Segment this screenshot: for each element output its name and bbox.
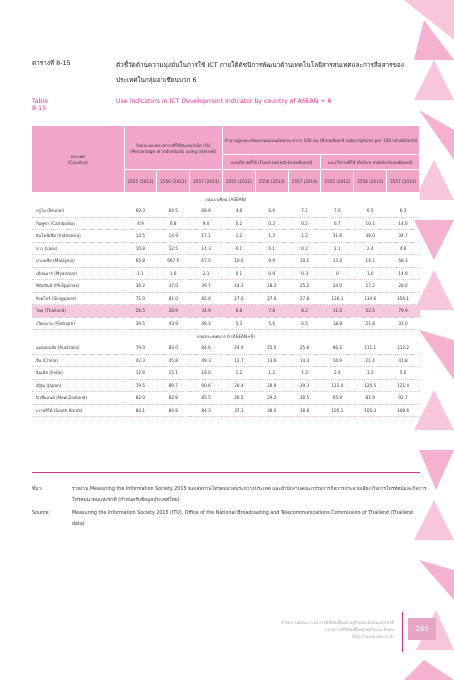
value-cell: 30.5 bbox=[288, 392, 321, 405]
value-cell: 72.0 bbox=[124, 292, 157, 305]
table-caption-en: Use indicators in ICT Development Indicator by country of ASEAN + 6 bbox=[116, 98, 332, 105]
ict-indicator-table bbox=[32, 126, 420, 417]
value-cell: 1.2 bbox=[222, 230, 255, 243]
value-cell: 84.6 bbox=[190, 342, 223, 354]
value-cell: 38.0 bbox=[255, 404, 288, 417]
value-cell: 14.9 bbox=[387, 267, 420, 280]
value-cell: 83.0 bbox=[157, 342, 190, 354]
value-cell: 79.5 bbox=[124, 379, 157, 392]
value-cell: 42.3 bbox=[124, 354, 157, 367]
value-cell: 2.1 bbox=[190, 267, 223, 280]
year-header-cell: 2557 (2014) bbox=[387, 170, 420, 193]
section-row bbox=[32, 330, 420, 343]
section-label: กลุ่มประเทศบวก 6 (ASEAN+6) bbox=[32, 330, 420, 343]
value-cell: 10.1 bbox=[354, 217, 387, 230]
value-cell: 27.2 bbox=[354, 280, 387, 293]
value-cell: 14.1 bbox=[222, 280, 255, 293]
value-cell: 85.5 bbox=[190, 392, 223, 405]
value-cell: 1.2 bbox=[288, 230, 321, 243]
table-row bbox=[32, 354, 420, 367]
year-header-cell: 2556 (2013) bbox=[255, 170, 288, 193]
year-header-cell: 2555 (2012) bbox=[222, 170, 255, 193]
country-name: ไทย (Thailand) bbox=[32, 305, 124, 318]
value-cell: 667.0 bbox=[157, 255, 190, 268]
value-cell: 36.2 bbox=[124, 280, 157, 293]
value-cell: 14.3 bbox=[190, 242, 223, 255]
value-cell: 29.3 bbox=[288, 379, 321, 392]
value-cell: 0.9 bbox=[255, 267, 288, 280]
value-cell: 9.0 bbox=[190, 217, 223, 230]
table-row bbox=[32, 255, 420, 268]
table-row bbox=[32, 404, 420, 417]
value-cell: 14.5 bbox=[124, 230, 157, 243]
value-cell: 4.9 bbox=[124, 217, 157, 230]
value-cell: 126.1 bbox=[321, 292, 354, 305]
value-cell: 6.7 bbox=[321, 217, 354, 230]
value-cell: 84.1 bbox=[124, 404, 157, 417]
value-cell: 60.3 bbox=[124, 205, 157, 217]
value-cell: 64.5 bbox=[157, 205, 190, 217]
value-cell: 25.8 bbox=[288, 342, 321, 354]
value-cell: 4.6 bbox=[387, 242, 420, 255]
value-cell: 31.6 bbox=[321, 230, 354, 243]
footer-org bbox=[194, 620, 394, 641]
value-cell: 6.6 bbox=[255, 205, 288, 217]
value-cell: 28.0 bbox=[387, 280, 420, 293]
value-cell: 84.3 bbox=[190, 404, 223, 417]
value-cell: 14.0 bbox=[387, 217, 420, 230]
value-cell: 6.3 bbox=[387, 205, 420, 217]
value-cell: 67.5 bbox=[190, 255, 223, 268]
country-name: สิงคโปร์ (Singapore) bbox=[32, 292, 124, 305]
table-row bbox=[32, 242, 420, 255]
value-cell: 65.9 bbox=[321, 392, 354, 405]
value-cell: 41.8 bbox=[387, 354, 420, 367]
value-cell: 27.8 bbox=[288, 292, 321, 305]
value-cell: 58.3 bbox=[387, 255, 420, 268]
country-name: ญี่ปุ่น (Japan) bbox=[32, 379, 124, 392]
country-name: เวียดนาม (Vietnam) bbox=[32, 317, 124, 330]
broadband-header: จำนวนผู้ลงทะเบียนบรอดแบนด์ต่อประชากร 100 คน (Broadband subscriptions per 100 inhabitants) bbox=[222, 126, 419, 155]
value-cell: 14.9 bbox=[157, 230, 190, 243]
value-cell: 0.2 bbox=[222, 217, 255, 230]
value-cell: 84.8 bbox=[157, 404, 190, 417]
value-cell: 39.5 bbox=[124, 317, 157, 330]
country-header-en: (Country) bbox=[67, 160, 88, 165]
footer-divider bbox=[402, 612, 403, 652]
value-cell: 7.1 bbox=[288, 205, 321, 217]
source-text-th: รายงาน Measuring the Information Society 2015 ของสหภาพโทรคมนาคมระหว่างประเทศ และสำนักงานคณะกรรมการกิจการกระจายเสียง กิจการโทรทัศน์และกิจการโทรคมนาคมแห่งชาติ (กำหนดรับข้อมูลประเทศไทย) bbox=[72, 487, 427, 503]
value-cell: 26.5 bbox=[124, 305, 157, 318]
value-cell: 2.4 bbox=[321, 367, 354, 380]
value-cell: 25.2 bbox=[288, 280, 321, 293]
value-cell: 81.0 bbox=[157, 292, 190, 305]
table-caption-th: ตัวชี้วัดด้านความมุ่งมั่นในการใช้ ICT ภายใต้ดัชนีการพัฒนาด้านเทคโนโลยีสารสนเทศและการสื่อสารของประเทศในกลุ่มอาเซียนบวก 6 bbox=[116, 61, 404, 84]
value-cell: 14.4 bbox=[288, 354, 321, 367]
country-name: มาเลเซีย (Malaysia) bbox=[32, 255, 124, 268]
value-cell: 36.0 bbox=[354, 230, 387, 243]
value-cell: 27.0 bbox=[222, 292, 255, 305]
value-cell: 18.0 bbox=[190, 367, 223, 380]
value-cell: 134.6 bbox=[354, 292, 387, 305]
value-cell: 12.7 bbox=[222, 354, 255, 367]
value-cell: 82.0 bbox=[124, 392, 157, 405]
value-cell: 82.0 bbox=[190, 292, 223, 305]
value-cell: 24.9 bbox=[222, 342, 255, 354]
value-cell: 48.3 bbox=[190, 317, 223, 330]
value-cell: 31.0 bbox=[387, 317, 420, 330]
country-name: จีน (China) bbox=[32, 354, 124, 367]
year-header-cell: 2555 (2012) bbox=[321, 170, 354, 193]
table-row bbox=[32, 305, 420, 318]
value-cell: 81.9 bbox=[354, 392, 387, 405]
country-name: บรูไน (Brunei) bbox=[32, 205, 124, 217]
value-cell: 12.5 bbox=[157, 242, 190, 255]
value-cell: 0.1 bbox=[255, 242, 288, 255]
value-cell: 5.5 bbox=[387, 367, 420, 380]
value-cell: 37.3 bbox=[222, 404, 255, 417]
table-row bbox=[32, 379, 420, 392]
value-cell: 0.2 bbox=[255, 217, 288, 230]
value-cell: 112.4 bbox=[321, 379, 354, 392]
value-cell: 9.9 bbox=[255, 255, 288, 268]
value-cell: 4.8 bbox=[222, 205, 255, 217]
source-label-th: ที่มา: bbox=[32, 487, 43, 492]
value-cell: 105.1 bbox=[321, 404, 354, 417]
value-cell: 5.3 bbox=[222, 317, 255, 330]
value-cell: 39.7 bbox=[190, 280, 223, 293]
table-row bbox=[32, 267, 420, 280]
value-cell: 0.2 bbox=[288, 217, 321, 230]
value-cell: 2.4 bbox=[354, 242, 387, 255]
value-cell: 6.8 bbox=[157, 217, 190, 230]
value-cell: 0.1 bbox=[222, 242, 255, 255]
value-cell: 108.6 bbox=[387, 404, 420, 417]
value-cell: 1.2 bbox=[255, 367, 288, 380]
footer-line-2: กระทรวงดิจิทัลเพื่อเศรษฐกิจและสังคม bbox=[324, 628, 394, 633]
value-cell: 156.1 bbox=[387, 292, 420, 305]
country-name: นิวซีแลนด์ (New Zealand) bbox=[32, 392, 124, 405]
table-bottom-rule bbox=[32, 472, 420, 473]
value-cell: 65.8 bbox=[124, 255, 157, 268]
value-cell: 90.6 bbox=[190, 379, 223, 392]
source-label-en: Source: bbox=[32, 511, 51, 516]
value-cell: 29.2 bbox=[255, 392, 288, 405]
footer-line-1: สำนักงานคณะกรรมการดิจิทัลเพื่อเศรษฐกิจและสังคมแห่งชาติ bbox=[280, 621, 394, 626]
value-cell: 10.1 bbox=[288, 255, 321, 268]
value-cell: 28.5 bbox=[222, 392, 255, 405]
value-cell: 0 bbox=[321, 267, 354, 280]
year-header-cell: 2556 (2013) bbox=[354, 170, 387, 193]
table-row bbox=[32, 292, 420, 305]
value-cell: 17.1 bbox=[190, 230, 223, 243]
country-name: ฟิลิปปินส์ (Philippines) bbox=[32, 280, 124, 293]
value-cell: 37.0 bbox=[157, 280, 190, 293]
fixed-broadband-header: แบบมีสายที่ใช้ (Fixed (wired)-broadband) bbox=[222, 155, 320, 170]
value-cell: 0.1 bbox=[222, 267, 255, 280]
source-text-en: Measuring the Information Society 2015 (ITU), Office of the National Broadcasting and Telecommunications Commission of Thailand (Thailand data) bbox=[72, 511, 413, 527]
country-name: เกาหลีใต้ (South Korea) bbox=[32, 404, 124, 417]
value-cell: 13.6 bbox=[255, 354, 288, 367]
footer-url[interactable]: http://www.ดศ.co.th bbox=[351, 635, 394, 640]
value-cell: 24.0 bbox=[321, 280, 354, 293]
year-header-cell: 2557 (2014) bbox=[190, 170, 223, 193]
year-header-cell: 2556 (2013) bbox=[157, 170, 190, 193]
value-cell: 43.9 bbox=[157, 317, 190, 330]
value-cell: 38.8 bbox=[288, 404, 321, 417]
value-cell: 1.1 bbox=[124, 267, 157, 280]
page-number: 269 bbox=[408, 618, 436, 640]
value-cell: 1.2 bbox=[288, 367, 321, 380]
value-cell: 89.7 bbox=[157, 379, 190, 392]
value-cell: 3.2 bbox=[354, 367, 387, 380]
value-cell: 34.7 bbox=[387, 230, 420, 243]
country-name: กัมพูชา (Cambodia) bbox=[32, 217, 124, 230]
table-row bbox=[32, 342, 420, 354]
value-cell: 7.6 bbox=[321, 205, 354, 217]
value-cell: 6.5 bbox=[354, 205, 387, 217]
value-cell: 11.0 bbox=[321, 305, 354, 318]
value-cell: 120.5 bbox=[354, 379, 387, 392]
value-cell: 49.3 bbox=[190, 354, 223, 367]
mobile-broadband-header: แบบไร้สายที่ใช้ (Active mobile-broadband) bbox=[321, 155, 420, 170]
value-cell: 5.6 bbox=[255, 317, 288, 330]
value-cell: 28.9 bbox=[157, 305, 190, 318]
value-cell: 92.7 bbox=[387, 392, 420, 405]
value-cell: 112.2 bbox=[387, 342, 420, 354]
year-header-cell: 2557 (2014) bbox=[288, 170, 321, 193]
country-column-header bbox=[32, 126, 124, 193]
country-name: ลาว (Laos) bbox=[32, 242, 124, 255]
value-cell: 121.4 bbox=[387, 379, 420, 392]
value-cell: 1.3 bbox=[255, 230, 288, 243]
value-cell: 16.9 bbox=[321, 354, 354, 367]
country-name: เมียนมาร์ (Myanmar) bbox=[32, 267, 124, 280]
value-cell: 1.2 bbox=[222, 367, 255, 380]
value-cell: 18.8 bbox=[321, 317, 354, 330]
value-cell: 34.9 bbox=[190, 305, 223, 318]
year-header-cell: 2555 (2012) bbox=[124, 170, 157, 193]
value-cell: 15.1 bbox=[157, 367, 190, 380]
value-cell: 79.0 bbox=[124, 342, 157, 354]
value-cell: 82.8 bbox=[157, 392, 190, 405]
value-cell: 0.2 bbox=[288, 242, 321, 255]
value-cell: 2.1 bbox=[321, 242, 354, 255]
internet-users-header: ร้อยละของประชากรที่ใช้อินเทอร์เน็ต (%) (Percentage of individuals using internet) bbox=[124, 126, 222, 170]
table-row bbox=[32, 205, 420, 217]
country-header-th: ประเทศ bbox=[70, 154, 85, 159]
value-cell: 6.5 bbox=[288, 317, 321, 330]
value-cell: 18.2 bbox=[255, 280, 288, 293]
value-cell: 25.0 bbox=[255, 342, 288, 354]
value-cell: 12.6 bbox=[124, 367, 157, 380]
table-number-th: ตารางที่ 8-15 bbox=[32, 59, 71, 67]
value-cell: 1.6 bbox=[157, 267, 190, 280]
value-cell: 28.9 bbox=[255, 379, 288, 392]
value-cell: 27.6 bbox=[255, 292, 288, 305]
value-cell: 68.8 bbox=[190, 205, 223, 217]
value-cell: 111.1 bbox=[354, 342, 387, 354]
table-row bbox=[32, 317, 420, 330]
table-row bbox=[32, 230, 420, 243]
value-cell: 21.4 bbox=[354, 354, 387, 367]
table-row bbox=[32, 367, 420, 380]
section-label: กลุ่มอาเซียน (ASEAN) bbox=[32, 193, 420, 206]
value-cell: 45.8 bbox=[157, 354, 190, 367]
section-row bbox=[32, 193, 420, 206]
country-name: อินเดีย (India) bbox=[32, 367, 124, 380]
value-cell: 1.0 bbox=[354, 267, 387, 280]
value-cell: 6.8 bbox=[222, 305, 255, 318]
value-cell: 8.2 bbox=[288, 305, 321, 318]
table-row bbox=[32, 280, 420, 293]
value-cell: 28.4 bbox=[222, 379, 255, 392]
value-cell: 105.3 bbox=[354, 404, 387, 417]
value-cell: 52.5 bbox=[354, 305, 387, 318]
value-cell: 14.1 bbox=[354, 255, 387, 268]
value-cell: 13.4 bbox=[321, 255, 354, 268]
country-name: อินโดนีเซีย (Indonesia) bbox=[32, 230, 124, 243]
value-cell: 7.8 bbox=[255, 305, 288, 318]
value-cell: 10.0 bbox=[222, 255, 255, 268]
value-cell: 96.2 bbox=[321, 342, 354, 354]
value-cell: 79.9 bbox=[387, 305, 420, 318]
value-cell: 21.8 bbox=[354, 317, 387, 330]
table-number-en: Table 8-15 bbox=[32, 98, 48, 112]
table-row bbox=[32, 217, 420, 230]
value-cell: 0.3 bbox=[288, 267, 321, 280]
table-row bbox=[32, 392, 420, 405]
country-name: ออสเตรเลีย (Australia) bbox=[32, 342, 124, 354]
value-cell: 10.8 bbox=[124, 242, 157, 255]
